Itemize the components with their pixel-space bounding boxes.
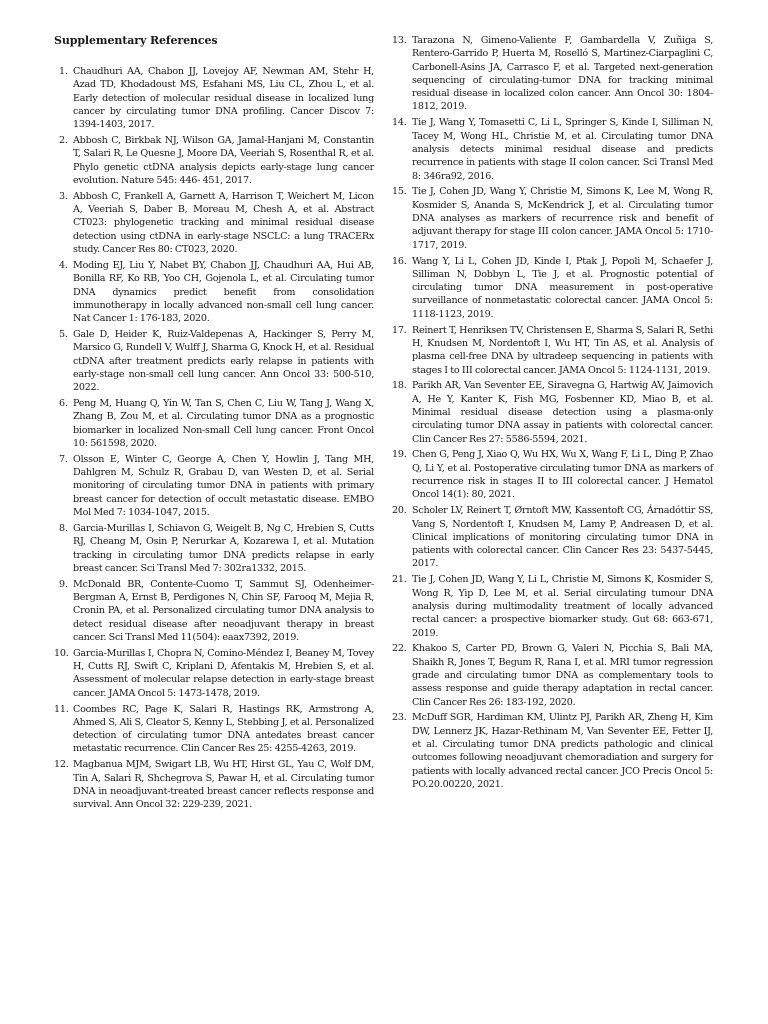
reference-item	[392, 185, 713, 251]
reference-item	[54, 134, 374, 187]
reference-text: Coombes RC, Page K, Salari R, Hastings RK, Armstrong A, Ahmed S, Ali S, Cleator S, Kenny L, Stebbing J, et al. Personalized detection of circulating tumor DNA antedates breast cancer metastatic recurrence. Clin Cancer Res 25: 4255-4263, 2019.	[73, 703, 374, 755]
reference-item	[392, 34, 713, 114]
reference-number: 6.	[59, 398, 68, 410]
reference-number: 2.	[59, 135, 68, 147]
reference-text: Reinert T, Henriksen TV, Christensen E, Sharma S, Salari R, Sethi H, Knudsen M, Nordentoft I, Wu HT, Tin AS, et al. Analysis of plasma cell-free DNA by ultradeep sequencing in patients with stages I to III colorectal cancer. JAMA Oncol 5: 1124-1131, 2019.	[412, 324, 713, 376]
reference-text: Tarazona N, Gimeno-Valiente F, Gambardella V, Zuñiga S, Rentero-Garrido P, Huerta M, Roselló S, Martinez-Ciarpaglini C, Carbonell-Asins JA, Carrasco F, et al. Targeted next-generation sequencing of circulating-tumor DNA for tracking minimal residual disease in localized colon cancer. Ann Oncol 30: 1804-1812, 2019.	[412, 35, 713, 113]
reference-text: Abbosh C, Frankell A, Garnett A, Harrison T, Weichert M, Licon A, Veeriah S, Daber B, Moreau M, Chesh A, et al. Abstract CT023: phylogenetic tracking and minimal residual disease detection using ctDNA in early-stage NSCLC: a lung TRACERx study. Cancer Res 80: CT023, 2020.	[73, 190, 374, 256]
reference-text: Olsson E, Winter C, George A, Chen Y, Howlin J, Tang MH, Dahlgren M, Schulz R, Grabau D, van Westen D, et al. Serial monitoring of circulating tumor DNA in patients with primary breast cancer for detection of occult metastatic disease. EMBO Mol Med 7: 1034-1047, 2015.	[73, 453, 374, 519]
reference-number: 19.	[392, 449, 407, 461]
reference-number: 21.	[392, 574, 407, 586]
reference-item	[54, 758, 374, 811]
reference-number: 18.	[392, 380, 407, 392]
reference-number: 22.	[392, 643, 407, 655]
reference-number: 11.	[54, 703, 69, 715]
reference-number: 12.	[54, 759, 69, 771]
reference-item	[392, 711, 713, 791]
reference-text: Moding EJ, Liu Y, Nabet BY, Chabon JJ, Chaudhuri AA, Hui AB, Bonilla RF, Ko RB, Yoo CH, Gojenola L, et al. Circulating tumor DNA dynamics predict benefit from consolidation immunotherapy in locally advanced non-small cell lung cancer. Nat Cancer 1: 176-183, 2020.	[73, 259, 374, 325]
reference-item	[54, 647, 374, 700]
reference-number: 20.	[392, 505, 407, 517]
reference-text: Magbanua MJM, Swigart LB, Wu HT, Hirst GL, Yau C, Wolf DM, Tin A, Salari R, Shchegrova S, Pawar H, et al. Circulating tumor DNA in neoadjuvant-treated breast cancer reflects response and survival. Ann Oncol 32: 229-239, 2021.	[73, 759, 374, 811]
reference-item	[54, 522, 374, 575]
reference-item	[54, 703, 374, 756]
reference-text: Tie J, Cohen JD, Wang Y, Li L, Christie M, Simons K, Kosmider S, Wong R, Yip D, Lee M, et al. Serial circulating tumour DNA analysis during multimodality treatment of locally advanced rectal cancer: a prospective biomarker study. Gut 68: 663-671, 2019.	[412, 574, 713, 639]
reference-item	[54, 397, 374, 450]
reference-item	[392, 116, 713, 182]
reference-item	[392, 379, 713, 445]
reference-text: McDuff SGR, Hardiman KM, Ulintz PJ, Parikh AR, Zheng H, Kim DW, Lennerz JK, Hazar-Rethinam M, Van Seventer EE, Fetter IJ, et al. Circulating tumor DNA predicts pathologic and clinical outcomes following neoadjuvant chemoradiation and surgery for patients with locally advanced rectal cancer. JCO Precis Oncol 5: PO.20.00220, 2021.	[412, 712, 713, 790]
reference-number: 1.	[59, 66, 68, 77]
reference-number: 23.	[392, 712, 407, 724]
reference-text: Chaudhuri AA, Chabon JJ, Lovejoy AF, Newman AM, Stehr H, Azad TD, Khodadoust MS, Esfahani MS, Liu CL, Zhou L, et al. Early detection of molecular residual disease in localized lung cancer by circulating tumor DNA profiling. Cancer Discov 7: 1394-1403, 2017.	[73, 66, 374, 131]
reference-text: Gale D, Heider K, Ruiz-Valdepenas A, Hackinger S, Perry M, Marsico G, Rundell V, Wulff J, Sharma G, Knock H, et al. Residual ctDNA after treatment predicts early relapse in patients with early-stage non-small cell lung cancer. Ann Oncol 33: 500-510, 2022.	[73, 329, 374, 394]
reference-number: 4.	[59, 259, 68, 271]
reference-item	[54, 453, 374, 519]
reference-column-right	[392, 34, 713, 794]
reference-text: Parikh AR, Van Seventer EE, Siravegna G, Hartwig AV, Jaimovich A, He Y, Kanter K, Fish MG, Fosbenner KD, Miao B, et al. Minimal residual disease detection using a plasma-only circulating tumor DNA assay in patients with colorectal cancer. Clin Cancer Res 27: 5586-5594, 2021.	[412, 380, 713, 445]
reference-item	[392, 324, 713, 377]
reference-text: Chen G, Peng J, Xiao Q, Wu HX, Wu X, Wang F, Li L, Ding P, Zhao Q, Li Y, et al. Postoperative circulating tumor DNA as markers of recurrence risk in stages II to III colorectal cancer. J Hematol Oncol 14(1): 80, 2021.	[412, 449, 713, 501]
reference-number: 3.	[59, 190, 68, 202]
reference-number: 5.	[59, 329, 68, 341]
reference-item	[54, 259, 374, 325]
reference-item	[392, 504, 713, 570]
reference-item	[392, 255, 713, 321]
reference-text: Tie J, Cohen JD, Wang Y, Christie M, Simons K, Lee M, Wong R, Kosmider S, Ananda S, McKendrick J, et al. Circulating tumor DNA analyses as markers of recurrence risk and benefit of adjuvant therapy for stage III colon cancer. JAMA Oncol 5: 1710-1717, 2019.	[412, 186, 713, 251]
reference-text: Wang Y, Li L, Cohen JD, Kinde I, Ptak J, Popoli M, Schaefer J, Silliman N, Dobbyn L, Tie J, et al. Prognostic potential of circulating tumor DNA measurement in post-operative surveillance of nonmetastatic colorectal cancer. JAMA Oncol 5: 1118-1123, 2019.	[412, 255, 713, 320]
reference-number: 10.	[54, 647, 69, 659]
reference-text: Garcia-Murillas I, Chopra N, Comino-Méndez I, Beaney M, Tovey H, Cutts RJ, Swift C, Kriplani D, Afentakis M, Hrebien S, et al. Assessment of molecular relapse detection in early-stage breast cancer. JAMA Oncol 5: 1473-1478, 2019.	[73, 647, 374, 699]
reference-text: Tie J, Wang Y, Tomasetti C, Li L, Springer S, Kinde I, Silliman N, Tacey M, Wong HL, Christie M, et al. Circulating tumor DNA analysis detects minimal residual disease and predicts recurrence in patients with stage II colon cancer. Sci Transl Med 8: 346ra92, 2016.	[412, 117, 713, 182]
section-heading: Supplementary References	[54, 34, 218, 47]
reference-item	[54, 65, 374, 131]
reference-number: 15.	[392, 186, 407, 198]
reference-text: Scholer LV, Reinert T, Ørntoft MW, Kassentoft CG, Árnadóttir SS, Vang S, Nordentoft I, Knudsen M, Lamy P, Andreasen D, et al. Clinical implications of monitoring circulating tumor DNA in patients with colorectal cancer. Clin Cancer Res 23: 5437-5445, 2017.	[412, 505, 713, 570]
reference-number: 16.	[392, 255, 407, 267]
reference-text: Peng M, Huang Q, Yin W, Tan S, Chen C, Liu W, Tang J, Wang X, Zhang B, Zou M, et al. Circulating tumor DNA as a prognostic biomarker in localized Non-small Cell lung cancer. Front Oncol 10: 561598, 2020.	[73, 398, 374, 449]
reference-column-left	[54, 65, 374, 814]
reference-number: 17.	[392, 324, 407, 336]
reference-number: 13.	[392, 35, 407, 46]
reference-item	[54, 190, 374, 256]
reference-list-left	[54, 65, 374, 812]
reference-number: 9.	[59, 578, 68, 590]
reference-number: 14.	[392, 117, 407, 129]
reference-number: 8.	[59, 522, 68, 534]
reference-text: Khakoo S, Carter PD, Brown G, Valeri N, Picchia S, Bali MA, Shaikh R, Jones T, Begum R, Rana I, et al. MRI tumor regression grade and circulating tumor DNA as complementary tools to assess response and guide therapy adaptation in rectal cancer. Clin Cancer Res 26: 183-192, 2020.	[412, 643, 713, 708]
reference-item	[392, 642, 713, 708]
reference-text: Garcia-Murillas I, Schiavon G, Weigelt B, Ng C, Hrebien S, Cutts RJ, Cheang M, Osin P, Nerurkar A, Kozarewa I, et al. Mutation tracking in circulating tumor DNA predicts relapse in early breast cancer. Sci Transl Med 7: 302ra1332, 2015.	[73, 522, 374, 574]
reference-text: Abbosh C, Birkbak NJ, Wilson GA, Jamal-Hanjani M, Constantin T, Salari R, Le Quesne J, Moore DA, Veeriah S, Rosenthal R, et al. Phylo genetic ctDNA analysis depicts early-stage lung cancer evolution. Nature 545: 446- 451, 2017.	[73, 135, 374, 186]
reference-number: 7.	[59, 453, 68, 465]
reference-text: McDonald BR, Contente-Cuomo T, Sammut SJ, Odenheimer-Bergman A, Ernst B, Perdigones N, Chin SF, Farooq M, Mejia R, Cronin PA, et al. Personalized circulating tumor DNA analysis to detect residual disease after neoadjuvant therapy in breast cancer. Sci Transl Med 11(504): eaax7392, 2019.	[73, 578, 374, 643]
reference-list-right	[392, 34, 713, 791]
reference-item	[392, 573, 713, 639]
reference-item	[392, 448, 713, 501]
reference-item	[54, 328, 374, 394]
reference-item	[54, 578, 374, 644]
